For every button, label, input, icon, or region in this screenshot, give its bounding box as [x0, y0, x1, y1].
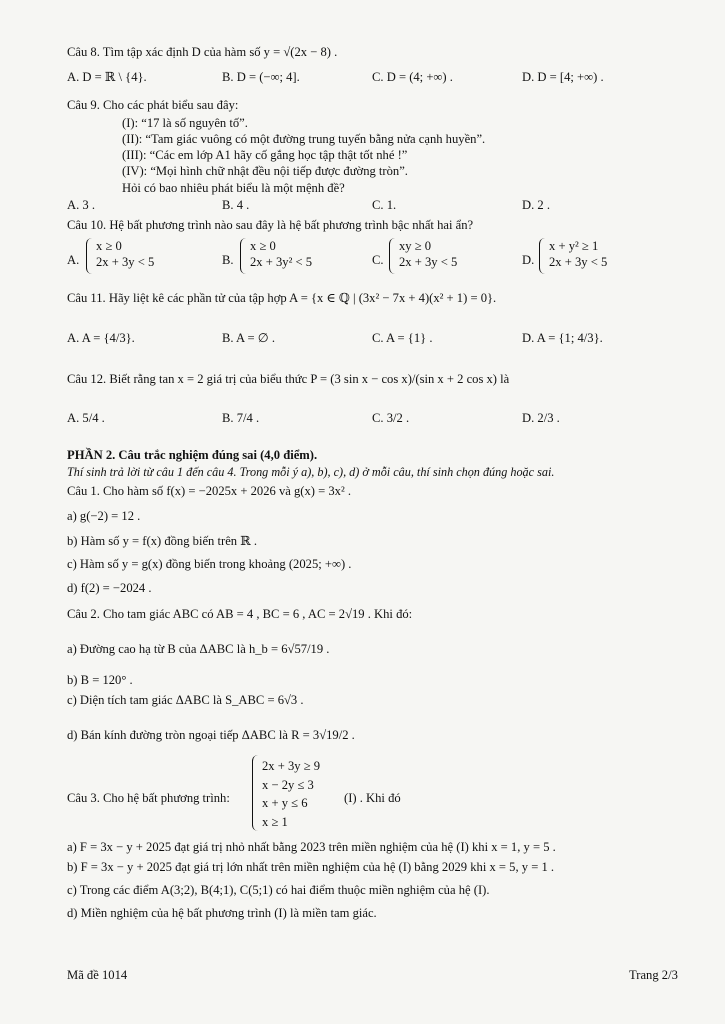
q9-statement-4: (IV): “Mọi hình chữ nhật đều nội tiếp được đường tròn”. [122, 164, 408, 178]
part2-heading: PHẦN 2. Câu trắc nghiệm đúng sai (4,0 điểm). [67, 448, 318, 462]
q10-option-b-system [240, 238, 360, 274]
q8-option-c: C. D = (4; +∞) . [372, 70, 453, 84]
q11-option-c: C. A = {1} . [372, 331, 433, 345]
q9-statement-3: (III): “Các em lớp A1 hãy cố gắng học tập thật tốt nhé !” [122, 148, 408, 162]
p2q3-item-c: c) Trong các điểm A(3;2), B(4;1), C(5;1) có hai điểm thuộc miền nghiệm của hệ (I). [67, 883, 490, 897]
p2q3-system-row-2: x − 2y ≤ 3 [262, 777, 314, 792]
q10-option-c-row-1: xy ≥ 0 [399, 239, 432, 253]
q11-option-a: A. A = {4/3}. [67, 331, 135, 345]
q10-option-d-row-2: 2x + 3y < 5 [549, 255, 608, 269]
p2q3-system-row-1: 2x + 3y ≥ 9 [262, 759, 321, 773]
q11-option-b: B. A = ∅ . [222, 331, 276, 345]
q9-option-b: B. 4 . [222, 198, 250, 212]
q10-option-a-row-2: 2x + 3y < 5 [96, 255, 155, 269]
exam-code: Mã đề 1014 [67, 968, 128, 982]
q8-option-b: B. D = (−∞; 4]. [222, 70, 300, 84]
q10-option-c-row-2: 2x + 3y < 5 [399, 255, 458, 269]
q10-option-a-label: A. [67, 253, 80, 267]
q12-option-a: A. 5/4 . [67, 411, 105, 425]
q10-option-b-label: B. [222, 253, 234, 267]
p2q3-item-b: b) F = 3x − y + 2025 đạt giá trị lớn nhất trên miền nghiệm của hệ (I) bằng 2029 khi x = 5, y = 1 . [67, 860, 555, 874]
q9-option-d: D. 2 . [522, 198, 550, 212]
q8-option-a: A. D = ℝ \ {4}. [67, 70, 147, 84]
page-number: Trang 2/3 [629, 968, 678, 982]
q10-option-d-row-1: x + y² ≥ 1 [549, 239, 599, 253]
q11-stem: Câu 11. Hãy liệt kê các phần tử của tập hợp A = {x ∈ ℚ | (3x² − 7x + 4)(x² + 1) = 0}. [67, 291, 497, 305]
q10-option-d-system [539, 238, 659, 274]
p2q3-item-d: d) Miền nghiệm của hệ bất phương trình (I) là miền tam giác. [67, 906, 377, 920]
q10-option-a-row-1: x ≥ 0 [96, 239, 122, 253]
q10-option-d-label: D. [522, 253, 535, 267]
q9-option-c: C. 1. [372, 198, 397, 212]
p2q3-stem: Câu 3. Cho hệ bất phương trình: [67, 791, 230, 805]
q9-statement-1: (I): “17 là số nguyên tố”. [122, 116, 248, 130]
q10-option-c-system [389, 238, 509, 274]
q12-option-c: C. 3/2 . [372, 411, 410, 425]
part2-instruction: Thí sinh trả lời từ câu 1 đến câu 4. Trong mỗi ý a), b), c), d) ở mỗi câu, thí sinh chọn đúng hoặc sai. [67, 465, 555, 479]
q11-option-d: D. A = {1; 4/3}. [522, 331, 603, 345]
p2q2-item-c: c) Diện tích tam giác ΔABC là S_ABC = 6√3 . [67, 693, 304, 707]
q9-statement-2: (II): “Tam giác vuông có một đường trung tuyến bằng nửa cạnh huyền”. [122, 132, 486, 146]
q9-question: Hỏi có bao nhiêu phát biểu là một mệnh đề? [122, 181, 345, 195]
p2q3-tail: (I) . Khi đó [344, 791, 401, 805]
q12-option-b: B. 7/4 . [222, 411, 260, 425]
p2q1-stem: Câu 1. Cho hàm số f(x) = −2025x + 2026 và g(x) = 3x² . [67, 484, 352, 498]
p2q3-system-row-4: x ≥ 1 [262, 814, 288, 829]
q9-option-a: A. 3 . [67, 198, 95, 212]
q9-stem: Câu 9. Cho các phát biểu sau đây: [67, 98, 239, 112]
q10-option-b-row-2: 2x + 3y² < 5 [250, 255, 313, 269]
q10-option-b-row-1: x ≥ 0 [250, 239, 276, 253]
p2q1-item-a: a) g(−2) = 12 . [67, 509, 141, 523]
p2q2-stem: Câu 2. Cho tam giác ABC có AB = 4 , BC = 6 , AC = 2√19 . Khi đó: [67, 607, 413, 621]
q10-option-a-system [86, 238, 206, 274]
q10-option-c-label: C. [372, 253, 384, 267]
q8-option-d: D. D = [4; +∞) . [522, 70, 604, 84]
p2q2-item-b: b) B = 120° . [67, 673, 133, 687]
p2q3-item-a: a) F = 3x − y + 2025 đạt giá trị nhỏ nhất bằng 2023 trên miền nghiệm của hệ (I) khi x = 1, y = 5 . [67, 840, 556, 854]
p2q3-system-row-3: x + y ≤ 6 [262, 796, 308, 810]
p2q1-item-b: b) Hàm số y = f(x) đồng biến trên ℝ . [67, 534, 257, 548]
q12-option-d: D. 2/3 . [522, 411, 560, 425]
p2q3-system [252, 755, 352, 831]
p2q1-item-c: c) Hàm số y = g(x) đồng biến trong khoảng (2025; +∞) . [67, 557, 352, 571]
p2q2-item-a: a) Đường cao hạ từ B của ΔABC là h_b = 6√57/19 . [67, 642, 330, 656]
q10-stem: Câu 10. Hệ bất phương trình nào sau đây là hệ bất phương trình bậc nhất hai ẩn? [67, 218, 474, 232]
p2q2-item-d: d) Bán kính đường tròn ngoại tiếp ΔABC là R = 3√19/2 . [67, 728, 355, 742]
p2q1-item-d: d) f(2) = −2024 . [67, 581, 152, 595]
q12-stem: Câu 12. Biết rằng tan x = 2 giá trị của biểu thức P = (3 sin x − cos x)/(sin x + 2 cos x) là [67, 372, 510, 386]
q8-stem: Câu 8. Tìm tập xác định D của hàm số y = √(2x − 8) . [67, 45, 338, 59]
